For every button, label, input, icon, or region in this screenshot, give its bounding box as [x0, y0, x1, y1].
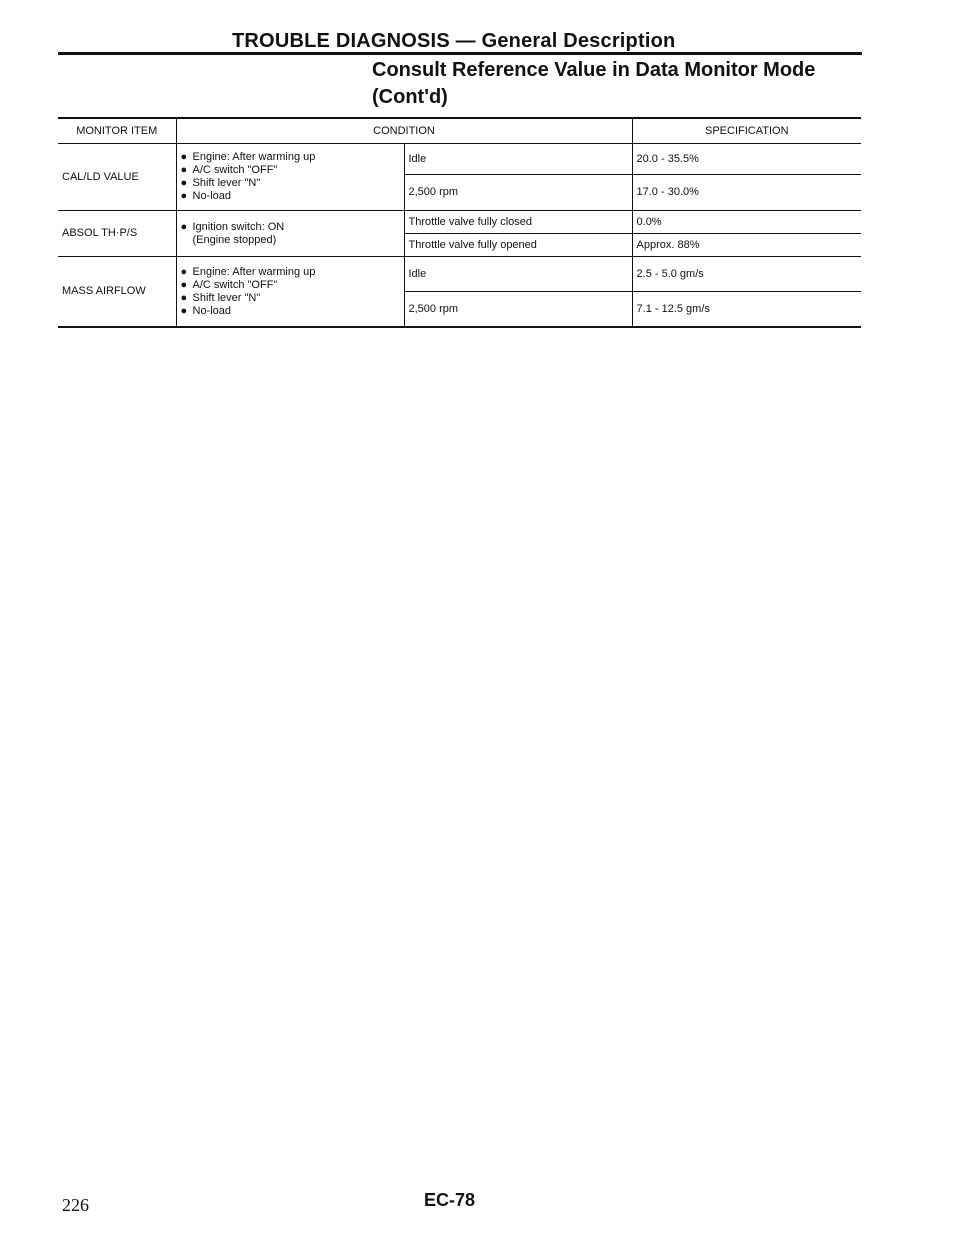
monitor-item-mass-airflow: MASS AIRFLOW: [58, 257, 176, 328]
sub-condition: Idle: [404, 257, 632, 292]
bullet-dot-icon: ●: [180, 304, 188, 317]
specification-value: 2.5 - 5.0 gm/s: [632, 257, 861, 292]
page-header-title: TROUBLE DIAGNOSIS — General Description: [232, 30, 676, 52]
col-header-condition: CONDITION: [176, 118, 632, 144]
section-title: [372, 57, 852, 111]
condition-bullet: ● Shift lever "N": [180, 177, 261, 189]
reference-value-table: [58, 117, 861, 328]
bullet-dot-icon: ●: [180, 220, 188, 233]
condition-note: (Engine stopped): [192, 233, 277, 246]
sub-condition: 2,500 rpm: [404, 175, 632, 211]
specification-value: 20.0 - 35.5%: [632, 144, 861, 175]
header-rule: [58, 52, 862, 55]
condition-bullet: ● No-load: [180, 304, 232, 317]
col-header-specification: SPECIFICATION: [632, 118, 861, 144]
condition-bullet: ● A/C switch "OFF": [180, 164, 278, 176]
bullet-dot-icon: ●: [180, 164, 188, 176]
monitor-item-cal-ld-value: CAL/LD VALUE: [62, 170, 139, 183]
bullet-dot-icon: ●: [180, 177, 188, 189]
monitor-item-absol-th-ps: ABSOL TH·P/S: [58, 211, 176, 257]
table-row: [58, 144, 861, 175]
table-row: [58, 211, 861, 234]
sub-condition: Throttle valve fully closed: [404, 211, 632, 234]
specification-value: 7.1 - 12.5 gm/s: [632, 292, 861, 328]
bullet-dot-icon: ●: [180, 291, 188, 304]
condition-list: [176, 211, 404, 257]
condition-bullet: ● No-load: [180, 190, 232, 202]
bullet-dot-icon: ●: [180, 278, 188, 291]
section-title-line-2: (Cont'd): [372, 86, 448, 108]
condition-list: [176, 257, 404, 328]
sub-condition: Throttle valve fully opened: [404, 234, 632, 257]
bullet-dot-icon: ●: [180, 265, 188, 278]
condition-bullet: ● A/C switch "OFF": [180, 278, 278, 291]
specification-value: 0.0%: [632, 211, 861, 234]
condition-bullet: ● Engine: After warming up: [180, 265, 316, 278]
specification-value: Approx. 88%: [632, 234, 861, 257]
specification-value: 17.0 - 30.0%: [632, 175, 861, 211]
bullet-dot-icon: ●: [180, 151, 188, 163]
condition-bullet: ● Engine: After warming up: [180, 151, 316, 163]
table-header-row: [58, 118, 861, 144]
bullet-dot-icon: ●: [180, 190, 188, 202]
table-row: [58, 257, 861, 292]
col-header-monitor-item: MONITOR ITEM: [58, 118, 176, 144]
condition-bullet: ● Shift lever "N": [180, 291, 261, 304]
page-code: EC-78: [424, 1190, 476, 1210]
sub-condition: Idle: [404, 144, 632, 175]
reference-value-table-container: [58, 117, 861, 328]
sub-condition: 2,500 rpm: [404, 292, 632, 328]
condition-bullet: ● Ignition switch: ON: [180, 220, 285, 233]
section-title-line-1: Consult Reference Value in Data Monitor Mode: [372, 59, 816, 81]
page-number: 226: [62, 1195, 89, 1215]
condition-list: [176, 144, 404, 211]
